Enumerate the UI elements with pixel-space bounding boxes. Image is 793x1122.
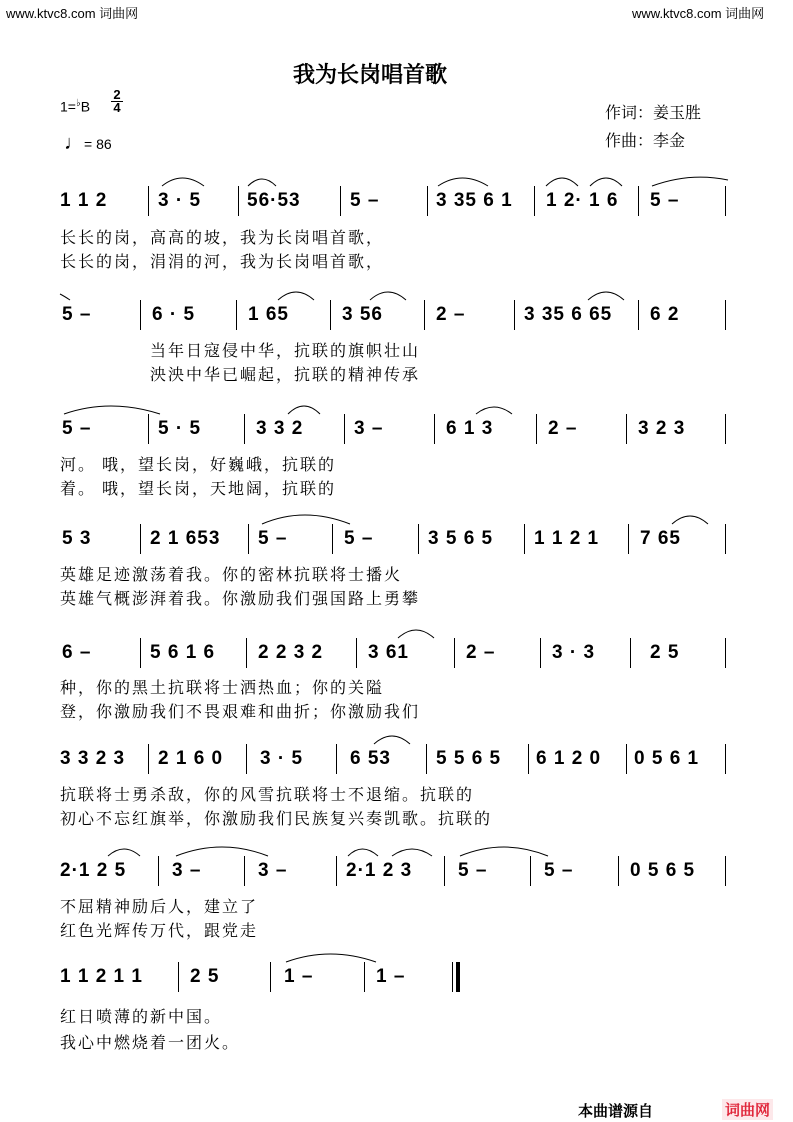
lyric-verse-2: 泱泱中华已崛起，抗联的精神传承 <box>150 367 421 384</box>
measure: 3 – <box>172 860 202 881</box>
measure: 1 65 <box>248 304 289 325</box>
slur <box>438 178 488 186</box>
lyric-verse-2: 初心不忘红旗举，你激励我们民族复兴奏凯歌。抗联的 <box>60 811 493 828</box>
measure: 5 5 6 5 <box>436 748 502 769</box>
measure: 5 3 <box>62 528 92 549</box>
slur <box>286 954 376 962</box>
lyric-verse-1: 种，你的黑土抗联将士洒热血；你的关隘 <box>60 680 385 697</box>
time-bottom: 4 <box>111 101 123 114</box>
measure: 6 2 <box>650 304 680 325</box>
measure: 6 1 2 0 <box>536 748 602 769</box>
lyric-verse-1: 不屈精神励后人，建立了 <box>60 899 259 916</box>
composer: 作曲：李金 <box>605 133 686 150</box>
slur <box>460 847 548 856</box>
lyric-verse-1: 英雄足迹激荡着我。你的密林抗联将士播火 <box>60 567 403 584</box>
slur <box>398 630 434 638</box>
slur <box>672 516 708 524</box>
measure: 5 – <box>350 190 380 211</box>
lyricist: 作词：姜玉胜 <box>605 105 702 122</box>
measure: 6 53 <box>350 748 391 769</box>
measure: 2 5 <box>650 642 680 663</box>
flat-sign: ♭ <box>75 98 81 109</box>
measure: 6 · 5 <box>152 304 196 325</box>
slur <box>248 179 276 186</box>
watermark-left: www.ktvc8.com 词曲网 <box>6 6 139 21</box>
measure: 1 1 2 1 1 <box>60 966 143 987</box>
measure: 3 35 6 65 <box>524 304 613 325</box>
lyric-verse-2: 英雄气概澎湃着我。你激励我们强国路上勇攀 <box>60 591 421 608</box>
measure: 0 5 6 5 <box>630 860 696 881</box>
quarter-note-icon: ♩ <box>64 132 84 154</box>
lyric-verse-2: 红色光辉传万代，跟党走 <box>60 923 259 940</box>
measure: 3 3 2 <box>256 418 304 439</box>
lyric-verse-2: 我心中燃烧着一团火。 <box>60 1035 241 1052</box>
measure: 3 5 6 5 <box>428 528 494 549</box>
measure: 0 5 6 1 <box>634 748 700 769</box>
slur <box>546 178 578 186</box>
slur <box>476 407 512 414</box>
slur <box>60 294 70 300</box>
slur <box>392 849 432 856</box>
measure: 3 61 <box>368 642 409 663</box>
measure: 1 2· 1 6 <box>546 190 619 211</box>
watermark-right: www.ktvc8.com 词曲网 <box>632 6 765 21</box>
measure: 1 – <box>284 966 314 987</box>
measure: 5 – <box>544 860 574 881</box>
measure: 2·1 2 5 <box>60 860 127 881</box>
slur <box>588 292 624 300</box>
site-logo[interactable]: 词曲网 <box>722 1099 773 1120</box>
measure: 2 2 3 2 <box>258 642 324 663</box>
measure: 2 1 6 0 <box>158 748 224 769</box>
slur <box>348 849 378 856</box>
measure: 5 – <box>344 528 374 549</box>
lyric-verse-2: 长长的岗，涓涓的河，我为长岗唱首歌， <box>60 254 385 271</box>
tempo-value: = 86 <box>84 136 112 152</box>
source-note: 本曲谱源自 <box>578 1104 654 1120</box>
measure: 6 – <box>62 642 92 663</box>
slur <box>278 292 314 300</box>
measure: 2 5 <box>190 966 220 987</box>
measure: 3 · 5 <box>158 190 202 211</box>
measure: 3 35 6 1 <box>436 190 513 211</box>
measure: 3 · 5 <box>260 748 304 769</box>
measure: 1 1 2 <box>60 190 108 211</box>
slur <box>374 736 410 744</box>
slur <box>162 178 204 186</box>
slur <box>108 849 140 856</box>
measure: 2 – <box>548 418 578 439</box>
measure: 5 – <box>258 528 288 549</box>
measure: 2 – <box>466 642 496 663</box>
measure: 3 3 2 3 <box>60 748 126 769</box>
song-title: 我为长岗唱首歌 <box>293 62 448 87</box>
measure: 5 · 5 <box>158 418 202 439</box>
lyric-verse-1: 当年日寇侵中华，抗联的旗帜壮山 <box>150 343 421 360</box>
measure: 2 – <box>436 304 466 325</box>
measure: 3 – <box>258 860 288 881</box>
measure: 3 – <box>354 418 384 439</box>
key-note: B <box>80 98 91 115</box>
slur <box>370 292 406 300</box>
slur <box>64 406 160 414</box>
key-prefix: 1= <box>60 98 76 115</box>
measure: 5 6 1 6 <box>150 642 216 663</box>
measure: 1 – <box>376 966 406 987</box>
time-top: 2 <box>113 87 121 102</box>
measure: 5 – <box>62 304 92 325</box>
measure: 5 – <box>62 418 92 439</box>
lyric-verse-2: 登，你激励我们不畏艰难和曲折；你激励我们 <box>60 704 421 721</box>
measure: 6 1 3 <box>446 418 494 439</box>
measure: 5 – <box>650 190 680 211</box>
measure: 2 1 653 <box>150 528 221 549</box>
lyric-verse-1: 长长的岗，高高的坡，我为长岗唱首歌， <box>60 230 385 247</box>
slur <box>176 847 268 856</box>
measure: 3 2 3 <box>638 418 686 439</box>
slur <box>288 406 320 414</box>
slur <box>262 515 350 524</box>
lyric-verse-1: 河。 哦，望长岗，好巍峨，抗联的 <box>60 457 337 474</box>
slur <box>652 177 728 186</box>
measure: 2·1 2 3 <box>346 860 413 881</box>
measure: 5 – <box>458 860 488 881</box>
measure: 1 1 2 1 <box>534 528 600 549</box>
lyric-verse-2: 着。 哦，望长岗，天地阔，抗联的 <box>60 481 337 498</box>
measure: 7 65 <box>640 528 681 549</box>
measure: 3 56 <box>342 304 383 325</box>
slur <box>590 178 622 186</box>
measure: 56·53 <box>247 190 301 211</box>
lyric-verse-1: 抗联将士勇杀敌，你的风雪抗联将士不退缩。抗联的 <box>60 787 475 804</box>
measure: 3 · 3 <box>552 642 596 663</box>
lyric-verse-1: 红日喷薄的新中国。 <box>60 1009 223 1026</box>
